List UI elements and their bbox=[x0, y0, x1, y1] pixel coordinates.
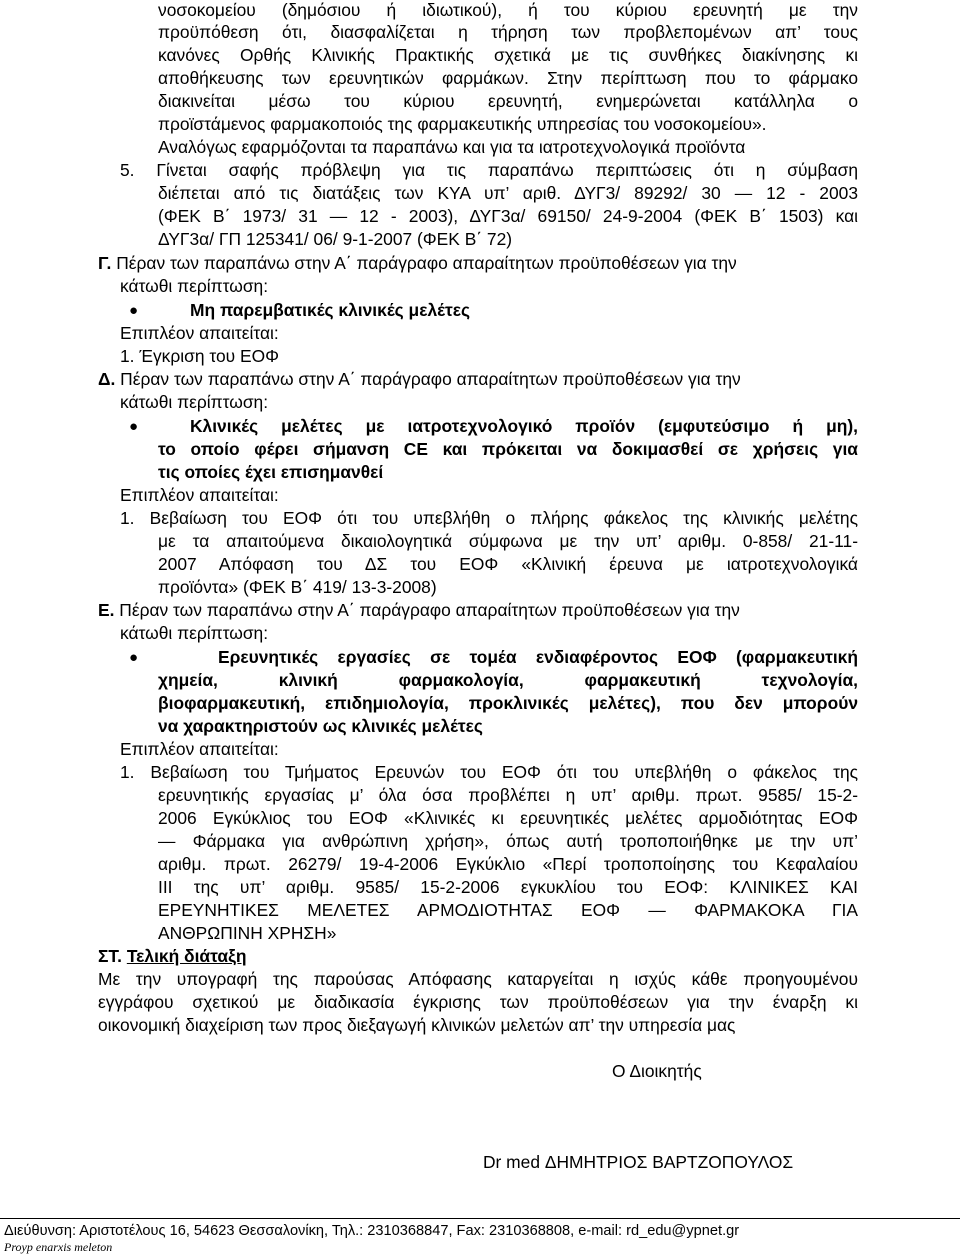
section-g-intro bbox=[98, 253, 737, 274]
bullet-heading: τις οποίες έχει επισημανθεί bbox=[158, 462, 384, 482]
bullet-icon: ● bbox=[129, 649, 139, 666]
section-e-intro bbox=[98, 600, 740, 621]
bullet-heading: Κλινικές μελέτες με ιατροτεχνολογικό προϊόν (εμφυτεύσιμο ή μη), bbox=[190, 416, 858, 436]
section-letter: Γ. bbox=[98, 253, 112, 273]
text-line: προϋπόθεση ότι, διασφαλίζεται η τήρηση των προβλεπομένων απ’ τους bbox=[158, 22, 858, 42]
section-letter: ΣΤ. bbox=[98, 946, 127, 966]
bullet-icon: ● bbox=[129, 418, 139, 435]
text-line: οικονομική διαχείριση των προς διεξαγωγή κλινικών μελετών απ’ την υπηρεσία μας bbox=[98, 1015, 736, 1035]
list-item: 1. Έγκριση του ΕΟΦ bbox=[120, 346, 279, 366]
text-line: (ΦΕΚ Β΄ 1973/ 31 — 12 - 2003), ΔΥΓ3α/ 69150/ 24-9-2004 (ΦΕΚ Β΄ 1503) και bbox=[158, 206, 858, 226]
text-line: νοσοκομείου (δημόσιου ή ιδιωτικού), ή του κύριου ερευνητή με την bbox=[158, 0, 858, 20]
section-letter: Δ. bbox=[98, 369, 116, 389]
list-item: 1. Βεβαίωση του ΕΟΦ ότι του υπεβλήθη ο πλήρης φάκελος της κλινικής μελέτης bbox=[120, 508, 858, 528]
text-line: 5. Γίνεται σαφής πρόβλεψη για τις παραπάνω περιπτώσεις ότι η σύμβαση bbox=[120, 160, 858, 180]
section-d-intro bbox=[98, 369, 741, 390]
section-st-heading bbox=[98, 946, 246, 967]
signature-name: Dr med ΔΗΜΗΤΡΙΟΣ ΒΑΡΤΖΟΠΟΥΛΟΣ bbox=[483, 1152, 794, 1172]
list-item: ΕΡΕΥΝΗΤΙΚΕΣ ΜΕΛΕΤΕΣ ΑΡΜΟΔΙΟΤΗΤΑΣ ΕΟΦ — ΦΑΡΜΑΚΟΚΑ ΓΙΑ bbox=[158, 900, 858, 920]
text-line: κάτωθι περίπτωση: bbox=[120, 623, 269, 643]
text-line: Αναλόγως εφαρμόζονται τα παραπάνω και για τα ιατροτεχνολογικά προϊόντα bbox=[158, 137, 746, 157]
bullet-heading: χημεία, κλινική φαρμακολογία, φαρμακευτική τεχνολογία, bbox=[158, 670, 858, 690]
text-line: προϊστάμενος φαρμακοποιός της φαρμακευτικής υπηρεσίας του νοσοκομείου». bbox=[158, 114, 767, 134]
bullet-heading: Μη παρεμβατικές κλινικές μελέτες bbox=[190, 300, 471, 320]
list-item: ΑΝΘΡΩΠΙΝΗ ΧΡΗΣΗ» bbox=[158, 923, 337, 943]
list-item: ΙΙΙ της υπ’ αριθμ. 9585/ 15-2-2006 εγκυκλίου του ΕΟΦ: ΚΛΙΝΙΚΕΣ ΚΑΙ bbox=[158, 877, 858, 897]
text-line: κανόνες Ορθής Κλινικής Πρακτικής σχετικά με τις συνθήκες διακίνησης κι bbox=[158, 45, 858, 65]
list-item: — Φάρμακα για ανθρώπινη χρήση», όπως αυτή τροποποιήθηκε με την υπ’ bbox=[158, 831, 858, 851]
list-item: με τα απαιτούμενα δικαιολογητικά σύμφωνα με την υπ’ αριθμ. 0-858/ 21-11- bbox=[158, 531, 858, 551]
bullet-heading: Ερευνητικές εργασίες σε τομέα ενδιαφέροντος ΕΟΦ (φαρμακευτική bbox=[218, 647, 858, 667]
text-line: αποθήκευσης των ερευνητικών φαρμάκων. Στην περίπτωση που το φάρμακο bbox=[158, 68, 858, 88]
text-line: διακινείται μέσω του κύριου ερευνητή, ενημερώνεται κατάλληλα ο bbox=[158, 91, 858, 111]
section-intro-text: Πέραν των παραπάνω στην Α΄ παράγραφο απαραίτητων προϋποθέσεων για την bbox=[111, 253, 737, 273]
list-item: 1. Βεβαίωση του Τμήματος Ερευνών του ΕΟΦ ότι του υπεβλήθη ο φάκελος της bbox=[120, 762, 858, 782]
section-letter: Ε. bbox=[98, 600, 115, 620]
section-title: Τελική διάταξη bbox=[126, 946, 247, 966]
signature-title: Ο Διοικητής bbox=[612, 1061, 702, 1081]
section-intro-text: Πέραν των παραπάνω στην Α΄ παράγραφο απαραίτητων προϋποθέσεων για την bbox=[114, 600, 740, 620]
bullet-heading: να χαρακτηριστούν ως κλινικές μελέτες bbox=[158, 716, 483, 736]
text-line: ΔΥΓ3α/ ΓΠ 125341/ 06/ 9-1-2007 (ΦΕΚ Β΄ 72) bbox=[158, 229, 513, 249]
text-line: διέπεται από τις διατάξεις των ΚΥΑ υπ’ αριθ. ΔΥΓ3/ 89292/ 30 — 12 - 2003 bbox=[158, 183, 858, 203]
list-item: 2006 Εγκύκλιος του ΕΟΦ «Κλινικές κι ερευνητικές μελέτες αρμοδιότητας ΕΟΦ bbox=[158, 808, 858, 828]
list-item: προϊόντα» (ΦΕΚ Β΄ 419/ 13-3-2008) bbox=[158, 577, 437, 597]
section-intro-text: Πέραν των παραπάνω στην Α΄ παράγραφο απαραίτητων προϋποθέσεων για την bbox=[115, 369, 741, 389]
text-line: Επιπλέον απαιτείται: bbox=[120, 323, 279, 343]
bullet-heading: το οποίο φέρει σήμανση CE και πρόκειται να δοκιμασθεί σε χρήσεις για bbox=[158, 439, 858, 459]
text-line: κάτωθι περίπτωση: bbox=[120, 392, 269, 412]
footer-stamp: Proyp enarxis meleton bbox=[4, 1240, 113, 1254]
text-line: Με την υπογραφή της παρούσας Απόφασης καταργείται η ισχύς κάθε προηγουμένου bbox=[98, 969, 858, 989]
list-item: 2007 Απόφαση του ΔΣ του ΕΟΦ «Κλινική έρευνα με ιατροτεχνολογικά bbox=[158, 554, 858, 574]
footer-address: Διεύθυνση: Αριστοτέλους 16, 54623 Θεσσαλονίκη, Τηλ.: 2310368847, Fax: 2310368808, e-mail: rd_edu@ypnet.gr bbox=[4, 1223, 740, 1239]
text-line: Επιπλέον απαιτείται: bbox=[120, 485, 279, 505]
text-line: Επιπλέον απαιτείται: bbox=[120, 739, 279, 759]
list-item: ερευνητικής εργασίας μ’ όλα όσα προβλέπει η υπ’ αριθμ. πρωτ. 9585/ 15-2- bbox=[158, 785, 858, 805]
text-line: κάτωθι περίπτωση: bbox=[120, 276, 269, 296]
bullet-heading: βιοφαρμακευτική, επιδημιολογία, προκλινικές μελέτες), που δεν μπορούν bbox=[158, 693, 858, 713]
footer-divider bbox=[0, 1218, 960, 1219]
bullet-icon: ● bbox=[129, 302, 139, 319]
text-line: εγγράφου σχετικού με διαδικασία έγκρισης των προϋποθέσεων για την έναρξη κι bbox=[98, 992, 858, 1012]
list-item: αριθμ. πρωτ. 26279/ 19-4-2006 Εγκύκλιο «Περί τροποποίησης του Κεφαλαίου bbox=[158, 854, 858, 874]
